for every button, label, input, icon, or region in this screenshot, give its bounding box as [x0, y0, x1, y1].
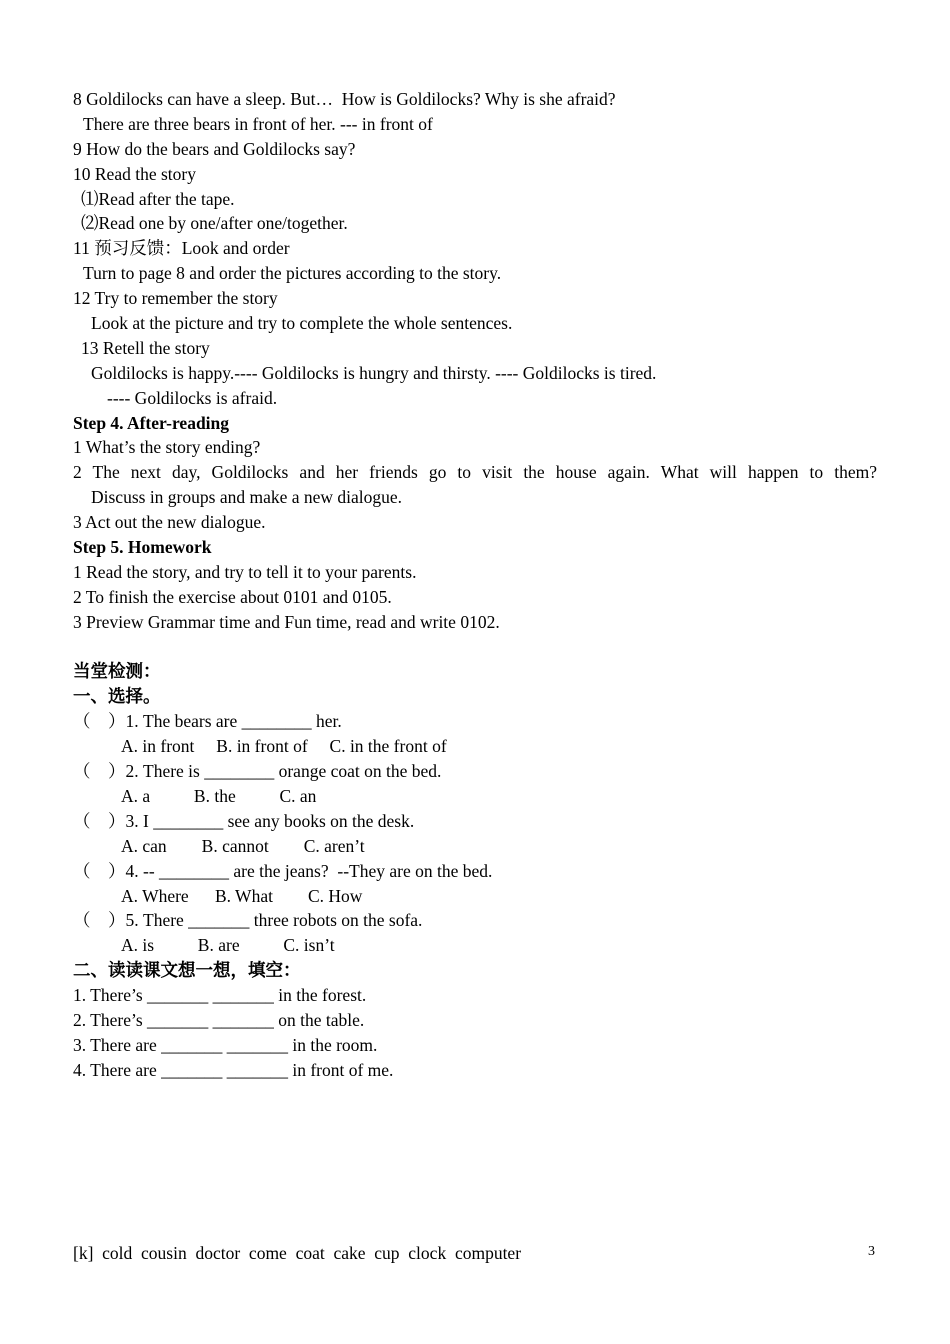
- fill-item-1: 1. There’s _______ _______ in the forest.: [73, 985, 367, 1006]
- line-11-detail: Turn to page 8 and order the pictures according to the story.: [83, 263, 502, 284]
- question-1: （ ）1. The bears are ________ her.: [73, 711, 342, 732]
- document-body: [73, 87, 877, 1083]
- line-9: 9 How do the bears and Goldilocks say?: [73, 138, 356, 159]
- step4-item-3: 3 Act out the new dialogue.: [73, 512, 266, 533]
- question-1-options: A. in front B. in front of C. in the front of: [121, 736, 447, 757]
- question-5: （ ）5. There _______ three robots on the sofa.: [73, 910, 423, 931]
- step4-item-1: 1 What’s the story ending?: [73, 437, 261, 458]
- line-10-2: ⑵Read one by one/after one/together.: [81, 213, 348, 234]
- quiz-section-1: 一、选择。: [73, 686, 161, 707]
- question-5-options: A. is B. are C. isn’t: [121, 935, 335, 956]
- line-10: 10 Read the story: [73, 163, 196, 184]
- page-number: 3: [868, 1244, 875, 1259]
- fill-item-2: 2. There’s _______ _______ on the table.: [73, 1009, 365, 1030]
- step5-heading: Step 5. Homework: [73, 537, 212, 558]
- line-13-detail: Goldilocks is happy.---- Goldilocks is hungry and thirsty. ---- Goldilocks is tired.: [91, 362, 657, 383]
- fill-item-3: 3. There are _______ _______ in the room.: [73, 1034, 378, 1055]
- step4-item-2-cont: Discuss in groups and make a new dialogue.: [91, 487, 403, 508]
- question-2-options: A. a B. the C. an: [121, 785, 317, 806]
- line-12-detail: Look at the picture and try to complete the whole sentences.: [91, 313, 513, 334]
- step5-item-2: 2 To finish the exercise about 0101 and 0105.: [73, 586, 392, 607]
- line-13: 13 Retell the story: [81, 337, 210, 358]
- quiz-section-2: 二、读读课文想一想，填空：: [73, 960, 301, 981]
- step4-item-2: 2 The next day, Goldilocks and her friends go to visit the house again. What will happen to them?: [73, 462, 877, 483]
- question-4-options: A. Where B. What C. How: [121, 885, 363, 906]
- phonics-footer: [k] cold cousin doctor come coat cake cup clock computer: [73, 1243, 522, 1263]
- line-11: 11 预习反馈：Look and order: [73, 238, 290, 259]
- line-12: 12 Try to remember the story: [73, 288, 278, 309]
- line-13-detail-2: ---- Goldilocks is afraid.: [107, 387, 278, 408]
- question-2: （ ）2. There is ________ orange coat on the bed.: [73, 761, 442, 782]
- spacer: [73, 635, 877, 660]
- fill-item-4: 4. There are _______ _______ in front of me.: [73, 1059, 394, 1080]
- step5-item-3: 3 Preview Grammar time and Fun time, read and write 0102.: [73, 611, 500, 632]
- quiz-title: 当堂检测：: [73, 661, 161, 682]
- line-10-1: ⑴Read after the tape.: [81, 188, 235, 209]
- step5-item-1: 1 Read the story, and try to tell it to your parents.: [73, 561, 417, 582]
- line-8: 8 Goldilocks can have a sleep. But… How is Goldilocks? Why is she afraid?: [73, 89, 616, 109]
- question-4: （ ）4. -- ________ are the jeans? --They are on the bed.: [73, 860, 493, 881]
- question-3: （ ）3. I ________ see any books on the desk.: [73, 810, 415, 831]
- line-8-answer: There are three bears in front of her. --- in front of: [83, 113, 433, 134]
- step4-heading: Step 4. After-reading: [73, 412, 230, 433]
- question-3-options: A. can B. cannot C. aren’t: [121, 835, 365, 856]
